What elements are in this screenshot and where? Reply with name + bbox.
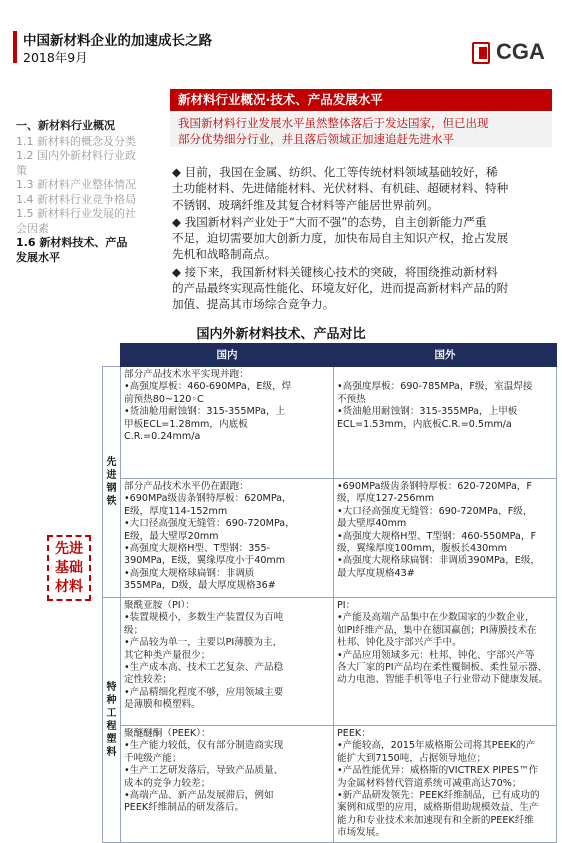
comparison-table: [102, 343, 557, 843]
table-title: 国内外新材料技术、产品对比: [196, 327, 366, 342]
category-plastics: 特 种 工 程 塑 料: [103, 598, 121, 843]
report-date: 2018年9月: [23, 50, 88, 65]
table-row: [103, 367, 557, 479]
table-row: [103, 726, 557, 843]
column-header-domestic: 国内: [121, 344, 334, 367]
header-accent-bar: [13, 31, 17, 63]
bullet-paragraph: ◆ 接下来，我国新材料关键核心技术的突破，将围绕推动新材料 的产品最终实现高性能化、环境友好化，进而提高新材料产品的附 加值、提高其市场综合竞争力。: [172, 264, 509, 312]
toc-item[interactable]: 1.2 国内外新材料行业政策: [16, 149, 136, 177]
toc-item[interactable]: 1.4 新材料行业竞争格局: [16, 192, 136, 206]
bullet-paragraph: ◆ 目前，我国在金属、纺织、化工等传统材料领域基础较好，稀 土功能材料、先进储能材料、光伏材料、有机硅、超硬材料、特种 不锈钢、玻璃纤维及其复合材料等产能居世界前列。: [172, 165, 509, 212]
cell-foreign: •高强度厚板：690-785MPa，F级，室温焊接 不预热 •货油舱用耐蚀钢：315-355MPa，上甲板 ECL=1.53mm，内底板C.R.=0.5mm/a: [334, 367, 557, 479]
table-header-row: [103, 344, 557, 367]
category-steel: 先 进 钢 铁: [103, 367, 121, 598]
toc-item[interactable]: 1.3 新材料产业整体情况: [16, 178, 136, 191]
cell-domestic: 部分产品技术水平实现并跑： •高强度厚板：460-690MPa，E级，焊 前预热80~120◦C •货油舱用耐蚀钢：315-355MPa，上 甲板ECL=1.28mm，内底板 C.R.=0.24mm/a: [121, 367, 334, 479]
table-row: [103, 479, 557, 598]
table-corner: [103, 344, 121, 367]
side-label-advanced-materials: 先进 基础 材料: [47, 535, 91, 601]
cell-domestic: 聚酰亚胺（PI）： •装置规模小，多数生产装置仅为百吨 级； •产品较为单一，主要以PI薄膜为主， 其它种类产量很少； •生产成本高、技术工艺复杂、产品稳 定性较差； •产品精细化程度不够，应用领域主要 是薄膜和模塑料。: [121, 598, 334, 726]
section-summary: [170, 113, 552, 147]
summary-line: 部分优势细分行业，并且落后领域正加速追赶先进水平: [178, 132, 454, 146]
cell-foreign: PI： •产能及高端产品集中在少数国家的少数企业， 如PI纤维产品，集中在德国赢创；PI薄膜技术在 杜邦、钟化及宇部兴产手中。 •产品应用领域多元：杜邦、钟化、宇部兴产等 各大厂家的PI产品均在柔性覆铜板、柔性显示器、 动力电池、智能手机等电子行业带动下健康发展。: [334, 598, 557, 726]
cell-foreign: •690MPa级齿条钢特厚板：620-720MPa，F 级，厚度127-256mm •大口径高强度无缝管：690-720MPa，F级， 最大壁厚40mm •高强度大规格H型、T型钢：460-550MPa，F 级，翼缘厚度100mm，腹板长430mm •高强度大规格球扁钢：非调质390MPa，E级， 最大厚度规格43#: [334, 479, 557, 598]
cell-domestic: 部分产品技术水平仍在跟跑： •690MPa级齿条钢特厚板：620MPa， E级，厚度114-152mm •大口径高强度无缝管：690-720MPa， E级，最大壁厚20mm •高强度大规格H型、T型钢：355- 390MPa，E级，翼缘厚度小于40mm •高强度大规格球扁钢：非调质 355MPa，D级，最大厚度规格36#: [121, 479, 334, 598]
toc-item-active[interactable]: 1.6 新材料技术、产品发展水平: [16, 236, 128, 264]
table-of-contents: [16, 119, 136, 265]
cell-domestic: 聚醚醚酮（PEEK）： •生产能力较低，仅有部分制造商实现 千吨级产能； •生产工艺研发落后，导致产品质量、 成本的竞争力较差； •高端产品、新产品发展滞后，例如 PEEK纤维制品的研发落后。: [121, 726, 334, 843]
bullet-list: [172, 164, 542, 314]
cell-foreign: PEEK： •产能较高，2015年威格斯公司将其PEEK的产 能扩大到7150吨，占据领导地位； •产品性能优异：威格斯的VICTREX PIPES™作 为金属材料替代管道系统可减重高达70%； •新产品研发领先：PEEK纤维制品，已有成功的 案例和成型的应用，威格斯借助规模效益、生产 能力和专业技术来加速现有和全新的PEEK纤维 市场发展。: [334, 726, 557, 843]
toc-item[interactable]: 1.5 新材料行业发展的社会因素: [16, 207, 136, 235]
table-row: [103, 598, 557, 726]
cga-logo: [472, 40, 552, 66]
summary-line: 我国新材料行业发展水平虽然整体落后于发达国家，但已出现: [178, 116, 489, 130]
logo-mark-icon: [472, 42, 490, 64]
toc-item[interactable]: 1.1 新材料的概念及分类: [16, 134, 136, 148]
toc-heading: 一、新材料行业概况: [16, 119, 115, 132]
bullet-paragraph: ◆ 我国新材料产业处于“大而不强”的态势，自主创新能力严重 不足，迫切需要加大创新力度，加快布局自主知识产权，抢占发展 先机和战略制高点。: [172, 214, 509, 262]
section-banner: 新材料行业概况·技术、产品发展水平: [170, 89, 552, 111]
report-title: 中国新材料企业的加速成长之路: [23, 33, 212, 49]
logo-text: CGA: [496, 39, 545, 64]
column-header-foreign: 国外: [334, 344, 557, 367]
